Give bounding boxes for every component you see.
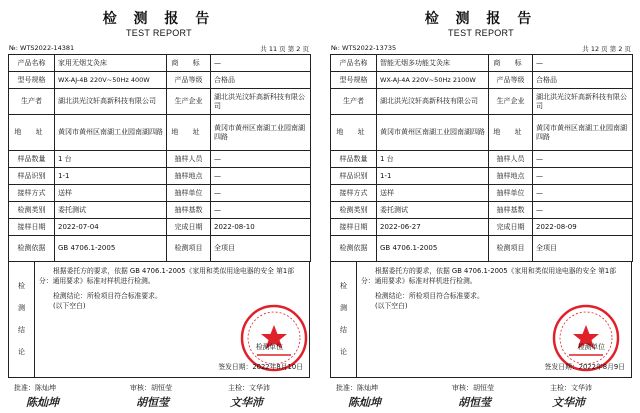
conclusion-label-char: 结 — [18, 326, 25, 334]
test-report-right — [330, 0, 632, 413]
cell-label: 接样方式 — [9, 185, 55, 202]
issue-date: 签发日期：2022年8月10日 — [218, 363, 303, 371]
table-row — [331, 151, 633, 168]
cell-label: 检测依据 — [331, 236, 377, 262]
page-info: 共 11 页 第 2 页 — [260, 45, 309, 53]
cell-label: 型号规格 — [9, 72, 55, 89]
cell-value: 2022-08-10 — [211, 219, 311, 236]
table-row — [9, 151, 311, 168]
cell-label: 接样日期 — [9, 219, 55, 236]
cell-value: 1-1 — [377, 168, 489, 185]
cell-value: — — [533, 55, 633, 72]
cell-value: 1 台 — [377, 151, 489, 168]
issue-date: 签发日期：2022年8月9日 — [544, 363, 625, 371]
cell-label: 型号规格 — [331, 72, 377, 89]
cell-value: 合格品 — [533, 72, 633, 89]
conclusion-result: 检测结论：所检项目符合标准要求。 — [375, 292, 484, 300]
info-table — [8, 54, 311, 262]
cell-label: 地 址 — [9, 115, 55, 151]
cell-label: 抽样人员 — [167, 151, 211, 168]
cell-value: 黄冈市黄州区南湖工业园南湖四路 — [533, 115, 633, 151]
cell-value: 1-1 — [55, 168, 167, 185]
cell-label: 抽样地点 — [167, 168, 211, 185]
reviewer-signature: 胡恒莹 — [136, 396, 169, 409]
table-row — [331, 236, 633, 262]
table-row — [9, 115, 311, 151]
inspection-unit-label: 检测单位 — [255, 343, 283, 351]
cell-value: 黄冈市黄州区南湖工业园南湖四路 — [55, 115, 167, 151]
cell-label: 商 标 — [489, 55, 533, 72]
cell-label: 地 址 — [331, 115, 377, 151]
cell-value: — — [211, 151, 311, 168]
approver-label: 批准：陈灿坤 — [14, 384, 56, 392]
approver-signature: 陈灿坤 — [348, 396, 381, 409]
cell-value: 2022-08-09 — [533, 219, 633, 236]
table-row — [9, 55, 311, 72]
cell-label: 抽样地点 — [489, 168, 533, 185]
cell-label: 样品识别 — [9, 168, 55, 185]
table-row — [9, 89, 311, 115]
cell-value: 全项目 — [533, 236, 633, 262]
cell-label: 产品等级 — [167, 72, 211, 89]
cell-label: 地 址 — [489, 115, 533, 151]
cell-value: — — [211, 55, 311, 72]
conclusion-label — [331, 261, 357, 377]
table-row — [331, 185, 633, 202]
cell-label: 检测类别 — [331, 202, 377, 219]
cell-value: 黄冈市黄州区南湖工业园南湖四路 — [377, 115, 489, 151]
cell-value: — — [211, 202, 311, 219]
cell-label: 抽样人员 — [489, 151, 533, 168]
cell-value: — — [211, 168, 311, 185]
inspector-label: 主检：文华沛 — [550, 384, 592, 392]
cell-label: 样品识别 — [331, 168, 377, 185]
cell-value: — — [533, 151, 633, 168]
report-meta — [8, 44, 310, 54]
cell-label: 生产企业 — [489, 89, 533, 115]
conclusion-label — [9, 261, 35, 377]
conclusion-section — [8, 261, 310, 378]
conclusion-blank-note: (以下空白) — [375, 301, 408, 310]
test-report-left — [8, 0, 310, 413]
cell-value: 委托测试 — [377, 202, 489, 219]
cell-value: 2022-07-04 — [55, 219, 167, 236]
table-row — [331, 202, 633, 219]
table-row — [331, 115, 633, 151]
cell-value: 湖北洪光汶轩高新科技有限公司 — [211, 89, 311, 115]
cell-label: 接样方式 — [331, 185, 377, 202]
report-subtitle: TEST REPORT — [448, 28, 514, 38]
conclusion-text: 根据委托方的要求，依据 GB 4706.1-2005《家用和类似用途电器的安全 第1部分：通用要求》标准对样机进行检测。 — [39, 267, 294, 285]
cell-value: — — [533, 185, 633, 202]
cell-value: 2022-06-27 — [377, 219, 489, 236]
cell-label: 完成日期 — [489, 219, 533, 236]
conclusion-label-char: 测 — [18, 304, 25, 312]
info-table — [330, 54, 633, 262]
cell-label: 地 址 — [167, 115, 211, 151]
report-subtitle: TEST REPORT — [126, 28, 192, 38]
reviewer-label: 审核：胡恒莹 — [452, 384, 494, 392]
approver-signature: 陈灿坤 — [26, 396, 59, 409]
conclusion-label-char: 检 — [340, 282, 347, 290]
cell-value: 委托测试 — [55, 202, 167, 219]
cell-value: WX-AJ-4A 220V~50Hz 2100W — [377, 72, 489, 89]
table-row — [9, 72, 311, 89]
cell-label: 产品名称 — [9, 55, 55, 72]
cell-label: 商 标 — [167, 55, 211, 72]
cell-value: 送样 — [55, 185, 167, 202]
cell-label: 抽样单位 — [489, 185, 533, 202]
cell-label: 抽样基数 — [489, 202, 533, 219]
cell-label: 样品数量 — [9, 151, 55, 168]
conclusion-section — [330, 261, 632, 378]
conclusion-blank-note: (以下空白) — [53, 301, 86, 310]
cell-value: 黄冈市黄州区南湖工业园南湖四路 — [211, 115, 311, 151]
cell-value: 家用无烟艾灸床 — [55, 55, 167, 72]
cell-label: 检测类别 — [9, 202, 55, 219]
approver-label: 批准：陈灿坤 — [336, 384, 378, 392]
table-row — [9, 202, 311, 219]
cell-value: — — [533, 168, 633, 185]
table-row — [331, 168, 633, 185]
table-row — [9, 219, 311, 236]
report-number: №: WTS2022-13735 — [331, 44, 397, 52]
cell-value: 湖北洪光汶轩高新科技有限公司 — [533, 89, 633, 115]
cell-label: 抽样单位 — [167, 185, 211, 202]
report-title: 检 测 报 告 — [424, 11, 538, 27]
cell-label: 抽样基数 — [167, 202, 211, 219]
table-row — [331, 72, 633, 89]
report-meta — [330, 44, 632, 54]
cell-label: 完成日期 — [167, 219, 211, 236]
cell-value: 湖北洪光汶轩高新科技有限公司 — [55, 89, 167, 115]
conclusion-label-char: 测 — [340, 304, 347, 312]
reviewer-signature: 胡恒莹 — [458, 396, 491, 409]
conclusion-label-char: 论 — [18, 348, 25, 356]
conclusion-text: 根据委托方的要求，依据 GB 4706.1-2005《家用和类似用途电器的安全 第1部分：通用要求》标准对样机进行检测。 — [361, 267, 616, 285]
report-title: 检 测 报 告 — [102, 11, 216, 27]
cell-label: 检测项目 — [167, 236, 211, 262]
conclusion-label-char: 论 — [340, 348, 347, 356]
inspector-label: 主检：文华沛 — [228, 384, 270, 392]
cell-value: WX-AJ-4B 220V~50Hz 400W — [55, 72, 167, 89]
table-row — [9, 185, 311, 202]
cell-value: — — [533, 202, 633, 219]
cell-value: 送样 — [377, 185, 489, 202]
cell-value: GB 4706.1-2005 — [377, 236, 489, 262]
cell-value: 智能无烟多功能艾灸床 — [377, 55, 489, 72]
table-row — [331, 55, 633, 72]
cell-label: 生产者 — [9, 89, 55, 115]
inspector-signature: 文华沛 — [230, 396, 263, 409]
cell-value: 1 台 — [55, 151, 167, 168]
inspector-signature: 文华沛 — [552, 396, 585, 409]
cell-value: 湖北洪光汶轩高新科技有限公司 — [377, 89, 489, 115]
table-row — [9, 236, 311, 262]
cell-label: 检测依据 — [9, 236, 55, 262]
cell-label: 产品等级 — [489, 72, 533, 89]
conclusion-result: 检测结论：所检项目符合标准要求。 — [53, 292, 162, 300]
report-number: №: WTS2022-14381 — [9, 44, 75, 52]
cell-label: 检测项目 — [489, 236, 533, 262]
cell-label: 产品名称 — [331, 55, 377, 72]
inspection-unit-label: 检测单位 — [577, 343, 605, 351]
cell-value: 全项目 — [211, 236, 311, 262]
conclusion-label-char: 结 — [340, 326, 347, 334]
table-row — [9, 168, 311, 185]
table-row — [331, 219, 633, 236]
page-info: 共 12 页 第 2 页 — [582, 45, 631, 53]
cell-value: 合格品 — [211, 72, 311, 89]
reviewer-label: 审核：胡恒莹 — [130, 384, 172, 392]
cell-label: 生产企业 — [167, 89, 211, 115]
table-row — [331, 89, 633, 115]
cell-value: — — [211, 185, 311, 202]
cell-label: 样品数量 — [331, 151, 377, 168]
cell-label: 生产者 — [331, 89, 377, 115]
cell-value: GB 4706.1-2005 — [55, 236, 167, 262]
conclusion-label-char: 检 — [18, 282, 25, 290]
cell-label: 接样日期 — [331, 219, 377, 236]
